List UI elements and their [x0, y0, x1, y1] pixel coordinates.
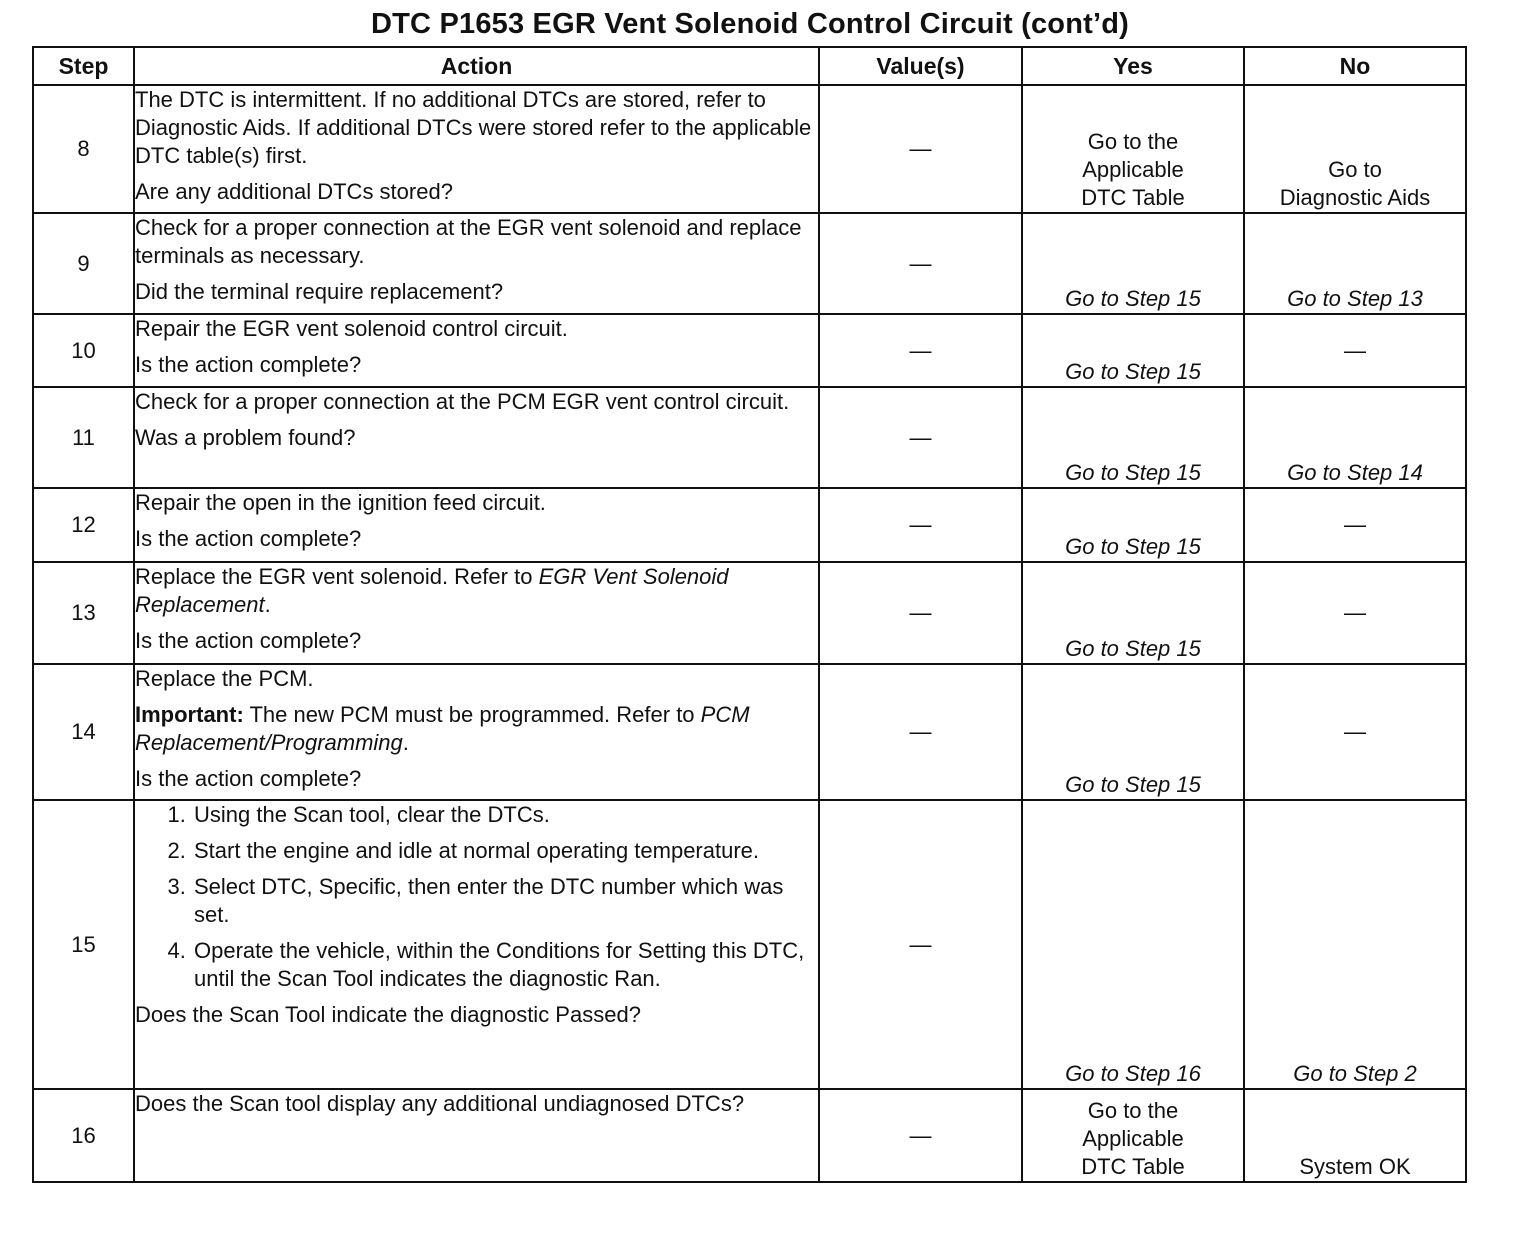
action-cell — [134, 85, 819, 213]
action-cell — [134, 314, 819, 387]
no-cell — [1244, 562, 1466, 664]
no-result: — — [1344, 512, 1366, 537]
no-result: — — [1344, 337, 1366, 363]
table-row — [33, 213, 1466, 314]
no-result: — — [1344, 719, 1366, 744]
action-cell — [134, 387, 819, 488]
procedure-step: 1. Using the Scan tool, clear the DTCs. — [192, 801, 818, 829]
yes-cell — [1022, 1089, 1244, 1182]
yes-cell — [1022, 562, 1244, 664]
step-number: 16 — [33, 1089, 134, 1182]
yes-cell — [1022, 85, 1244, 213]
table-row — [33, 664, 1466, 800]
header-no: No — [1244, 47, 1466, 85]
no-result: System OK — [1299, 1154, 1411, 1179]
yes-result: Applicable — [1082, 1126, 1184, 1151]
header-step: Step — [33, 47, 134, 85]
action-text-segment: Replace the EGR vent solenoid. Refer to — [135, 564, 539, 589]
no-result: Go to Step 14 — [1287, 460, 1423, 485]
yes-result: Go to the — [1087, 1098, 1179, 1123]
action-text-segment: . — [264, 592, 271, 617]
action-cell — [134, 562, 819, 664]
yes-result: Go to Step 15 — [1065, 460, 1201, 485]
action-text: The DTC is intermittent. If no additional DTCs are stored, refer to Diagnostic Aids. If additional DTCs were stored refer to the applicable DTC table(s) first. — [135, 87, 812, 168]
yes-result: Go to Step 15 — [1065, 636, 1201, 661]
value-cell: — — [819, 562, 1022, 664]
table-row — [33, 562, 1466, 664]
action-text — [135, 701, 818, 757]
page-title: DTC P1653 EGR Vent Solenoid Control Circuit (cont’d) — [370, 8, 1129, 40]
value-cell: — — [819, 488, 1022, 562]
yes-cell — [1022, 488, 1244, 562]
action-text: Does the Scan tool display any additional undiagnosed DTCs? — [135, 1091, 745, 1116]
table-row — [33, 800, 1466, 1089]
table-row — [33, 1089, 1466, 1182]
action-cell — [134, 664, 819, 800]
table-row — [33, 314, 1466, 387]
action-question: Is the action complete? — [135, 352, 362, 377]
value-cell: — — [819, 800, 1022, 1089]
action-text — [135, 563, 818, 619]
action-question: Was a problem found? — [135, 425, 356, 450]
reference-text: EGR Vent Solenoid Replacement — [135, 564, 729, 617]
table-row — [33, 387, 1466, 488]
procedure-list — [135, 801, 818, 993]
no-cell — [1244, 1089, 1466, 1182]
important-label: Important: — [135, 702, 244, 727]
no-cell — [1244, 314, 1466, 387]
header-action: Action — [134, 47, 819, 85]
diagnostic-table — [32, 46, 1467, 1183]
step-number: 13 — [33, 562, 134, 664]
action-text: Check for a proper connection at the PCM EGR vent control circuit. — [135, 389, 790, 414]
step-number: 9 — [33, 213, 134, 314]
action-cell — [134, 488, 819, 562]
no-cell — [1244, 387, 1466, 488]
value-cell: — — [819, 213, 1022, 314]
action-cell — [134, 800, 819, 1089]
no-cell — [1244, 488, 1466, 562]
no-cell — [1244, 664, 1466, 800]
no-cell — [1244, 213, 1466, 314]
value-cell: — — [819, 387, 1022, 488]
action-question: Is the action complete? — [135, 628, 362, 653]
header-yes: Yes — [1022, 47, 1244, 85]
yes-cell — [1022, 314, 1244, 387]
table-row — [33, 488, 1466, 562]
yes-cell — [1022, 213, 1244, 314]
action-text-segment: Replace the PCM. — [135, 666, 314, 691]
value-cell: — — [819, 1089, 1022, 1182]
no-result: Go to Step 2 — [1293, 1061, 1417, 1086]
step-number: 10 — [33, 314, 134, 387]
yes-result: Go to Step 15 — [1065, 534, 1201, 559]
reference-text: PCM Replacement/Programming — [135, 702, 750, 755]
step-number: 14 — [33, 664, 134, 800]
action-text — [135, 665, 818, 693]
step-number: 11 — [33, 387, 134, 488]
action-text: Repair the EGR vent solenoid control circuit. — [135, 316, 568, 341]
value-cell: — — [819, 664, 1022, 800]
action-text-segment: The new PCM must be programmed. Refer to — [243, 702, 701, 727]
yes-result: Go to Step 15 — [1065, 286, 1201, 311]
yes-cell — [1022, 387, 1244, 488]
action-cell — [134, 1089, 819, 1182]
header-values: Value(s) — [819, 47, 1022, 85]
yes-cell — [1022, 800, 1244, 1089]
yes-result: DTC Table — [1081, 185, 1185, 210]
procedure-step: 4. Operate the vehicle, within the Conditions for Setting this DTC, until the Scan Tool indicates the diagnostic Ran. — [192, 937, 818, 993]
action-text-segment: . — [402, 730, 409, 755]
action-question: Are any additional DTCs stored? — [135, 179, 453, 204]
value-cell: — — [819, 314, 1022, 387]
step-number: 12 — [33, 488, 134, 562]
step-number: 8 — [33, 85, 134, 213]
procedure-step: 2. Start the engine and idle at normal operating temperature. — [192, 837, 818, 865]
step-number: 15 — [33, 800, 134, 1089]
no-cell — [1244, 800, 1466, 1089]
header-row — [33, 47, 1466, 85]
action-cell — [134, 213, 819, 314]
no-cell — [1244, 85, 1466, 213]
no-result: Go to — [1328, 157, 1382, 182]
yes-result: Go to Step 15 — [1065, 772, 1201, 797]
no-result: Diagnostic Aids — [1279, 185, 1431, 210]
action-text: Check for a proper connection at the EGR vent solenoid and replace terminals as necessary. — [135, 215, 802, 268]
action-question: Does the Scan Tool indicate the diagnostic Passed? — [135, 1002, 641, 1027]
yes-result: DTC Table — [1081, 1154, 1185, 1179]
yes-cell — [1022, 664, 1244, 800]
action-question: Did the terminal require replacement? — [135, 279, 504, 304]
no-result: Go to Step 13 — [1287, 286, 1423, 311]
action-text: Repair the open in the ignition feed circuit. — [135, 490, 546, 515]
action-question: Is the action complete? — [135, 526, 362, 551]
action-question: Is the action complete? — [135, 766, 362, 791]
table-row — [33, 85, 1466, 213]
procedure-step: 3. Select DTC, Specific, then enter the DTC number which was set. — [192, 873, 818, 929]
value-cell: — — [819, 85, 1022, 213]
no-result: — — [1344, 600, 1366, 625]
yes-result: Applicable — [1082, 157, 1184, 182]
yes-result: Go to Step 15 — [1065, 359, 1201, 384]
yes-result: Go to the — [1087, 129, 1179, 154]
yes-result: Go to Step 16 — [1065, 1061, 1201, 1086]
